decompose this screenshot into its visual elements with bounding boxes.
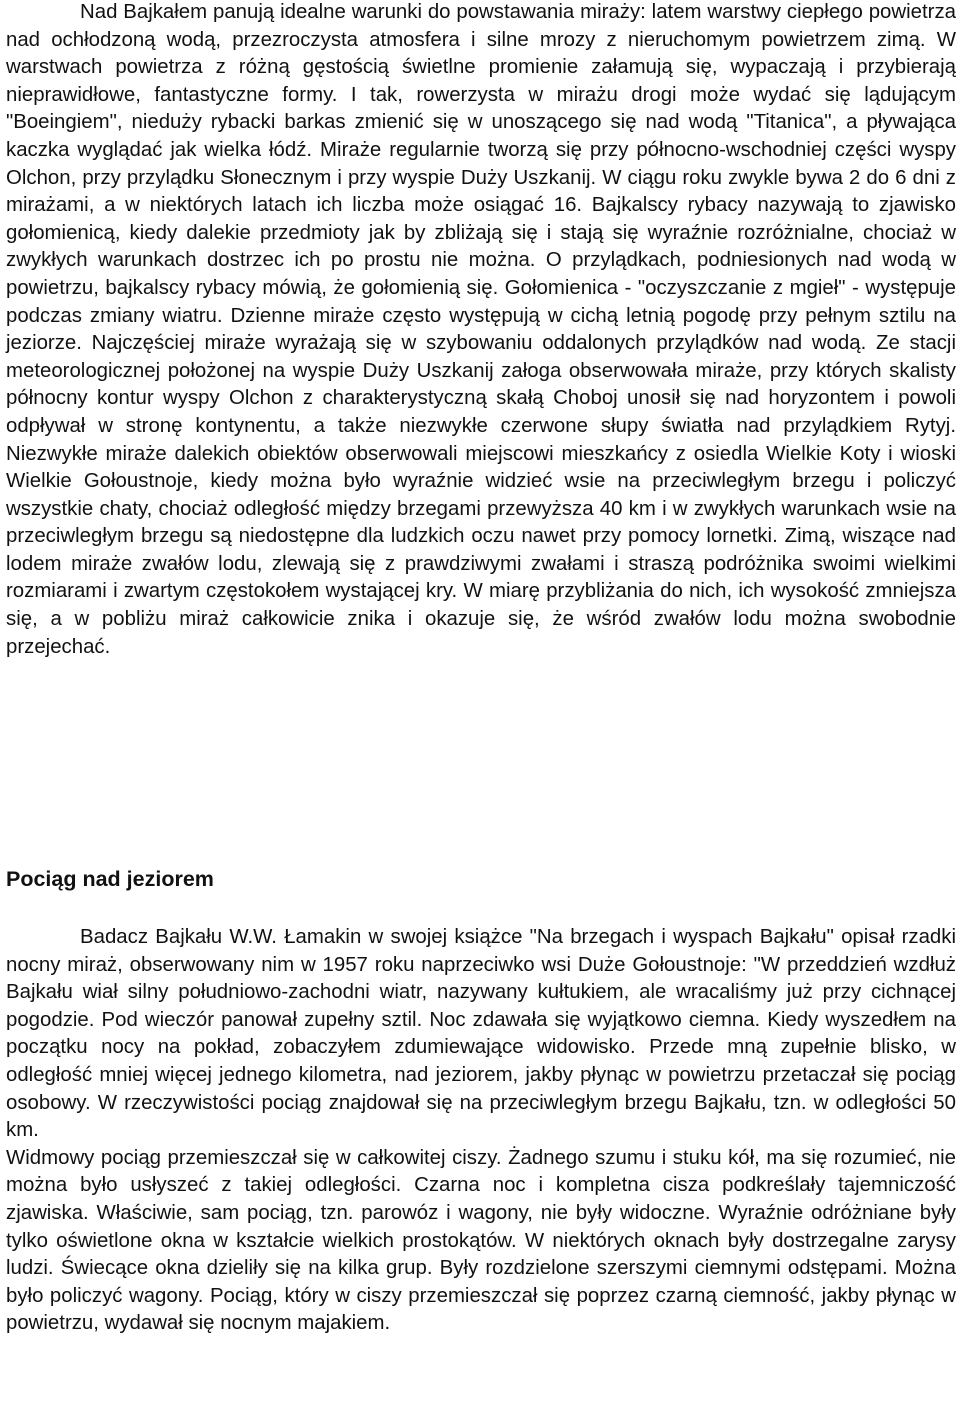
section-body <box>6 924 956 1338</box>
section-heading: Pociąg nad jeziorem <box>6 867 214 891</box>
body-paragraph-train: Badacz Bajkału W.W. Łamakin w swojej książce "Na brzegach i wyspach Bajkału" opisał rzadki nocny miraż, obserwowany nim w 1957 roku naprzeciwko wsi Duże Gołoustnoje: "W przeddzień wzdłuż Bajkału wiał silny południowo-zachodni wiatr, nazywany kułtukiem, ale wracaliśmy już przy cichnącej pogodzie. Pod wieczór panował zupełny sztil. Noc zdawała się wyjątkowo ciemna. Kiedy wyszedłem na początku nocy na pokład, zobaczyłem zdumiewające widowisko. Przede mną zupełnie blisko, w odległość mniej więcej jednego kilometra, nad jeziorem, jakby płynąc w powietrzu przetaczał się pociąg osobowy. W rzeczywistości pociąg znajdował się na przeciwległym brzegu Bajkału, tzn. w odległości 50 km. <box>6 926 956 1142</box>
body-paragraph-mirages: Nad Bajkałem panują idealne warunki do powstawania miraży: latem warstwy ciepłego powietrza nad ochłodzoną wodą, przezroczysta atmosfera i silne mrozy z nieruchomym powietrzem zimą. W warstwach powietrza z różną gęstością świetlne promienie załamują się, wypaczają i przybierają nieprawidłowe, fantastyczne formy. I tak, rowerzysta w mirażu drogi może wydać się lądującym "Boeingiem", nieduży rybacki barkas zmienić się w unoszącego się nad wodą "Titanica", a pływająca kaczka wyglądać jak wielka łódź. Miraże regularnie tworzą się przy północno-wschodniej części wyspy Olchon, przy przylądku Słonecznym i przy wyspie Duży Uszkanij. W ciągu roku zwykle bywa 2 do 6 dni z mirażami, a w niektórych latach ich liczba może osiągać 16. Bajkalscy rybacy nazywają to zjawisko gołomienicą, kiedy dalekie przedmioty jak by zbliżają się i stają się wyraźnie rozróżnialne, chociaż w zwykłych warunkach dostrzec ich po prostu nie można. O przylądkach, podniesionych nad wodą w powietrzu, bajkalscy rybacy mówią, że gołomienią się. Gołomienica - "oczyszczanie z mgieł" - występuje podczas zmiany wiatru. Dzienne miraże często występują w cichą letnią pogodę przy pełnym sztilu na jeziorze. Najczęściej miraże wyrażają się w szybowaniu oddalonych przylądków nad wodą. Ze stacji meteorologicznej położonej na wyspie Duży Uszkanij załoga obserwowała miraże, przy których skalisty północny kontur wyspy Olchon z charakterystyczną skałą Choboj unosił się nad horyzontem i powoli odpływał w stronę kontynentu, a także niezwykłe czerwone słupy światła nad przylądkiem Rytyj. Niezwykłe miraże dalekich obiektów obserwowali miejscowi mieszkańcy z osiedla Wielkie Koty i wioski Wielkie Gołoustnoje, kiedy można było wyraźnie widzieć wsie na przeciwległym brzegu i policzyć wszystkie chaty, chociaż odległość między brzegami przewyższa 40 km i w zwykłych warunkach wsie na przeciwległym brzegu są niedostępne dla ludzkich oczu nawet przy pomocy lornetki. Zimą, wiszące nad lodem miraże zwałów lodu, zlewają się z prawdziwymi zwałami i straszą podróżnika swoimi wielkimi rozmiarami i zwartym częstokołem wystającej kry. W miarę przybliżania do nich, ich wysokość zmniejsza się, a w pobliżu miraż całkowicie znika i okazuje się, że wśród zwałów lodu można swobodnie przejechać. <box>6 1 956 658</box>
body-paragraph-ghost-train: Widmowy pociąg przemieszczał się w całkowitej ciszy. Żadnego szumu i stuku kół, ma się rozumieć, nie można było usłyszeć z takiej odległości. Czarna noc i kompletna cisza podkreślały tajemniczość zjawiska. Właściwie, sam pociąg, tzn. parowóz i wagony, nie były widoczne. Wyraźnie odróżniane były tylko oświetlone okna w kształcie wielkich prostokątów. W niektórych oknach były dostrzegalne zarysy ludzi. Świecące okna dzieliły się na kilka grup. Były rozdzielone szerszymi ciemnymi odstępami. Można było policzyć wagony. Pociąg, który w ciszy przemieszczał się poprzez czarną ciemność, jakby płynąc w powietrzu, wydawał się nocnym majakiem. <box>6 1146 956 1335</box>
